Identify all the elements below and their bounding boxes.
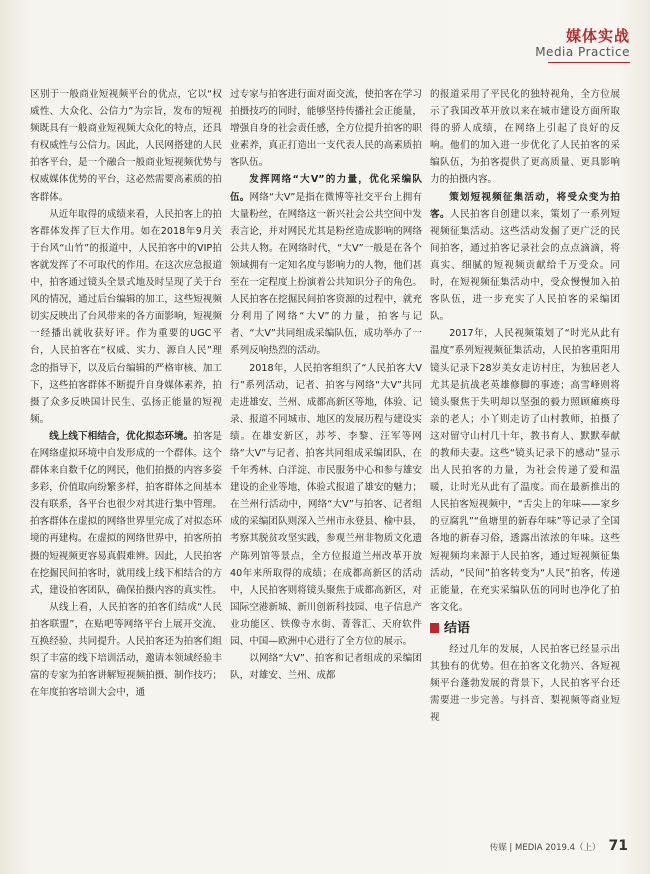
paragraph-lead: 线上线下相结合，优化拟态环境。	[49, 430, 194, 442]
paragraph: 2017年，人民视频策划了“时光从此有温度”系列短视频征集活动，人民拍客重阳用镜头记录下28岁美女走访村庄，为独居老人尤其是抗战老英雄修脚的事迹；高雪峰则将镜头聚焦于失明却以坚强的毅力照顾瘫痪母亲的老人；小丫则走访了山村教师，拍摄了这对留守山村几十年，教书育人、默默奉献的教师夫妻。这些“镜头记录下的感动”显示出人民拍客的力量，为社会传递了爱和温暖，让时光从此有了温度。而在最新推出的人民拍客短视频中，“舌尖上的年味——家乡的豆腐乳”“鱼塘里的新春年味”等记录了全国各地的新春习俗，透露出浓浓的年味。这些短视频均来源于人民拍客，通过短视频征集活动，“民间”拍客转变为“人民”拍客，传递正能量，在充实采编队伍的同时也净化了拍客文化。	[430, 328, 620, 613]
page-footer	[490, 838, 628, 854]
page-number: 71	[608, 838, 628, 854]
paragraph: 以网络“大V”、拍客和记者组成的采编团队，对雄安、兰州、成都	[230, 653, 422, 682]
paragraph: 的报道采用了平民化的独特视角，全方位展示了我国改革开放以来在城市建设方面所取得的骄人成绩，在网络上引起了良好的反响。他们的加入进一步优化了人民拍客的采编队伍，为拍客提供了更高质量、更具影响力的拍摄内容。	[430, 89, 620, 186]
paragraph	[230, 171, 422, 359]
paragraph-body: 拍客是在网络虚拟环境中自发形成的一个群体。这个群体来自数千亿的网民，他们拍摄的内容多姿多彩，价值取向纷繁多样，拍客群体之间基本没有联系，各平台也很少对其进行集中管理。拍客群体在虚拟的网络世界里完成了对拟态环境的再建构。在虚拟的网络世界中，拍客所拍摄的短视频更容易真假难辨。因此，人民拍客在挖掘民间拍客时，就用线上线下相结合的方式，建设拍客团队，确保拍摄内容的真实性。	[30, 430, 223, 596]
conclusion-title: 结语	[444, 620, 471, 636]
text-column-2	[230, 86, 422, 684]
section-header	[535, 28, 630, 60]
paragraph-lead: 策划短视频征集活动，将受众变为拍客。	[430, 191, 620, 220]
paragraph	[430, 189, 620, 326]
paragraph: 经过几年的发展，人民拍客已经显示出其独有的优势。但在拍客文化勃兴、各短视频平台蓬勃发展的背景下，人民拍客平台还需要进一步完善。与抖音、梨视频等商业短视	[430, 644, 620, 724]
conclusion-heading	[430, 620, 620, 637]
paragraph: 区别于一般商业短视频平台的优点，它以“权威性、大众化、公信力”为宗旨，发布的短视频既具有一般商业短视频大众化的特点，还具有权威性与公信力。因此，人民网搭建的人民拍客平台，是一个融合一般商业短视频优势与权威媒体优势的平台，这必然需要高素质的拍客群体。	[30, 89, 222, 203]
paragraph-lead: 发挥网络“大V”的力量，优化采编队伍。	[230, 174, 422, 203]
paragraph	[30, 428, 222, 599]
paragraph-body: 人民拍客自创建以来，策划了一系列短视频征集活动。这些活动发掘了更广泛的民间拍客，通过拍客记录社会的点点滴滴，将真实、细腻的短视频贡献给千万受众。同时，在短视频征集活动中，受众慢慢加入拍客队伍，进一步充实了人民拍客的采编团队。	[430, 208, 621, 323]
paragraph-body: 网络“大V”是指在微博等社交平台上拥有大量粉丝，在网络这一新兴社会公共空间中发表言论，并对网民尤其是粉丝造成影响的网络公共人物。在网络时代，“大V”一般是在各个领域拥有一定知名度与影响力的人物，他们甚至在一定程度上扮演着公共知识分子的角色。人民拍客在挖掘民间拍客资源的过程中，就充分利用了网络“大V”的力量，拍客与记者、“大V”共同组成采编队伍，成功举办了一系列反响热烈的活动。	[230, 191, 422, 357]
paragraph: 从近年取得的成绩来看，人民拍客上的拍客群体发挥了巨大作用。如在2018年9月关于台风“山竹”的报道中，人民拍客中的VIP拍客就发挥了不可取代的作用。在这次应急报道中，拍客通过镜头全景式地及时呈现了关于台风的情况，通过后台编辑的加工，这些短视频切实反映出了台风带来的各方面影响，短视频一经播出就收获好评。作为重要的UGC平台，人民拍客在“权威、实力、源自人民”理念的指导下，以及后台编辑的严格审核、加工下，这些拍客群体不断提升自身媒体素养，拍摄了众多反映国计民生、弘扬正能量的短视频。	[30, 208, 222, 425]
paragraph: 2018年，人民拍客组织了“人民拍客大V行”系列活动，记者、拍客与网络“大V”共同走进雄安、兰州、成都高新区等地，体验、记录、报道不同城市、地区的发展历程与建设实绩。在雄安新区，苏芩、李黎、汪军等网络“大V”与记者、拍客共同组成采编团队，在千年秀林、白洋淀、市民服务中心和参与雄安建设的企业等地，体验式报道了雄安的魅力；在兰州行活动中，网络“大V”与拍客、记者组成的采编团队则深入兰州市永登县、榆中县，考察其脱贫攻坚实践，参观兰州非物质文化遗产陈列馆等景点，全方位报道兰州改革开放40年来所取得的成绩；在成都高新区的活动中，人民拍客则将镜头聚焦于成都高新区，对国际空港新城、新川创新科技园、电子信息产业功能区、铁像寺水街、菁蓉汇、天府软件园、中国—欧洲中心进行了全方位的展示。	[230, 362, 422, 647]
heading-marker-icon	[430, 623, 439, 633]
header-divider	[548, 62, 630, 63]
section-title-cn: 媒体实战	[565, 27, 630, 45]
paragraph: 过专家与拍客进行面对面交流，使拍客在学习拍摄技巧的同时，能够坚持传播社会正能量，增强自身的社会责任感，全方位提升拍客的职业素养，真正打造出一支代表人民的高素质拍客队伍。	[230, 89, 422, 169]
paragraph: 从线上看，人民拍客的拍客们结成“人民拍客联盟”，在贴吧等网络平台上展开交流、互换经验、共同提升。人民拍客还为拍客们组织了丰富的线下培训活动，邀请本领域经验丰富的专家为拍客讲解短视频拍摄、制作技巧；在年度拍客培训大会中，通	[30, 601, 222, 699]
section-title-en: Media Practice	[535, 45, 630, 59]
text-column-1	[30, 86, 222, 701]
text-column-3	[430, 86, 620, 726]
journal-issue: 传媒 | MEDIA 2019.4（上）	[489, 843, 601, 853]
